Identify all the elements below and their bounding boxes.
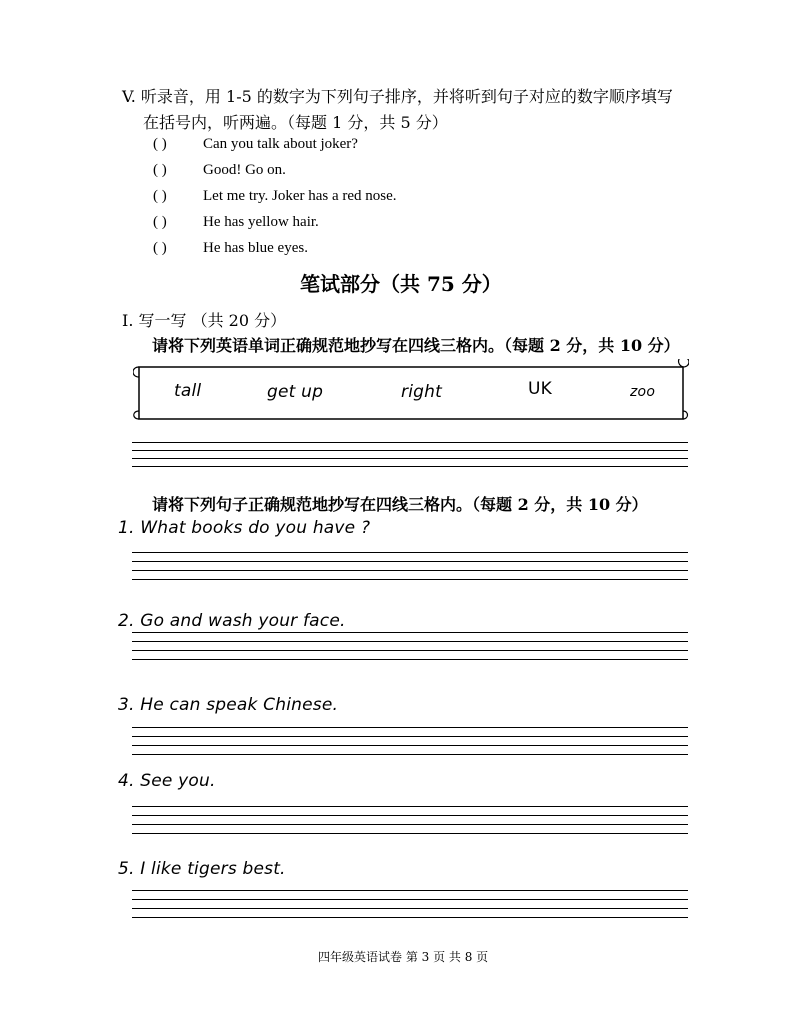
answer-paren[interactable]: ( ) bbox=[153, 188, 167, 204]
item-text: Good! Go on. bbox=[203, 162, 286, 178]
word-item: right bbox=[401, 382, 442, 402]
sentence-item: 1. What books do you have ? bbox=[118, 518, 371, 538]
section-5-heading: V. 听录音，用 1-5 的数字为下列句子排序，并将听到句子对应的数字顺序填写 bbox=[122, 87, 673, 106]
section-5-heading-cont: 在括号内，听两遍。（每题 1 分，共 5 分） bbox=[143, 113, 448, 132]
word-item: tall bbox=[174, 381, 202, 401]
answer-paren[interactable]: ( ) bbox=[153, 214, 167, 230]
item-text: Can you talk about joker? bbox=[203, 136, 358, 152]
word-item: zoo bbox=[630, 384, 656, 400]
answer-paren[interactable]: ( ) bbox=[153, 162, 167, 178]
sentence-item: 5. I like tigers best. bbox=[118, 859, 286, 879]
sentences-instruction: 请将下列句子正确规范地抄写在四线三格内。（每题 2 分，共 10 分） bbox=[152, 495, 648, 514]
word-item: get up bbox=[267, 382, 324, 402]
sentence-item: 4. See you. bbox=[118, 771, 216, 791]
answer-paren[interactable]: ( ) bbox=[153, 240, 167, 256]
words-instruction: 请将下列英语单词正确规范地抄写在四线三格内。（每题 2 分，共 10 分） bbox=[152, 336, 680, 355]
item-text: Let me try. Joker has a red nose. bbox=[203, 188, 397, 204]
word-item: UK bbox=[528, 379, 552, 399]
part-1-heading: I. 写一写 （共 20 分） bbox=[122, 311, 287, 330]
sentence-item: 3. He can speak Chinese. bbox=[118, 695, 339, 715]
page-footer: 四年级英语试卷 第 3 页 共 8 页 bbox=[318, 950, 489, 964]
item-text: He has yellow hair. bbox=[203, 214, 319, 230]
sentence-item: 2. Go and wash your face. bbox=[118, 611, 346, 631]
item-text: He has blue eyes. bbox=[203, 240, 308, 256]
answer-paren[interactable]: ( ) bbox=[153, 136, 167, 152]
written-title: 笔试部分（共 75 分） bbox=[300, 272, 502, 296]
